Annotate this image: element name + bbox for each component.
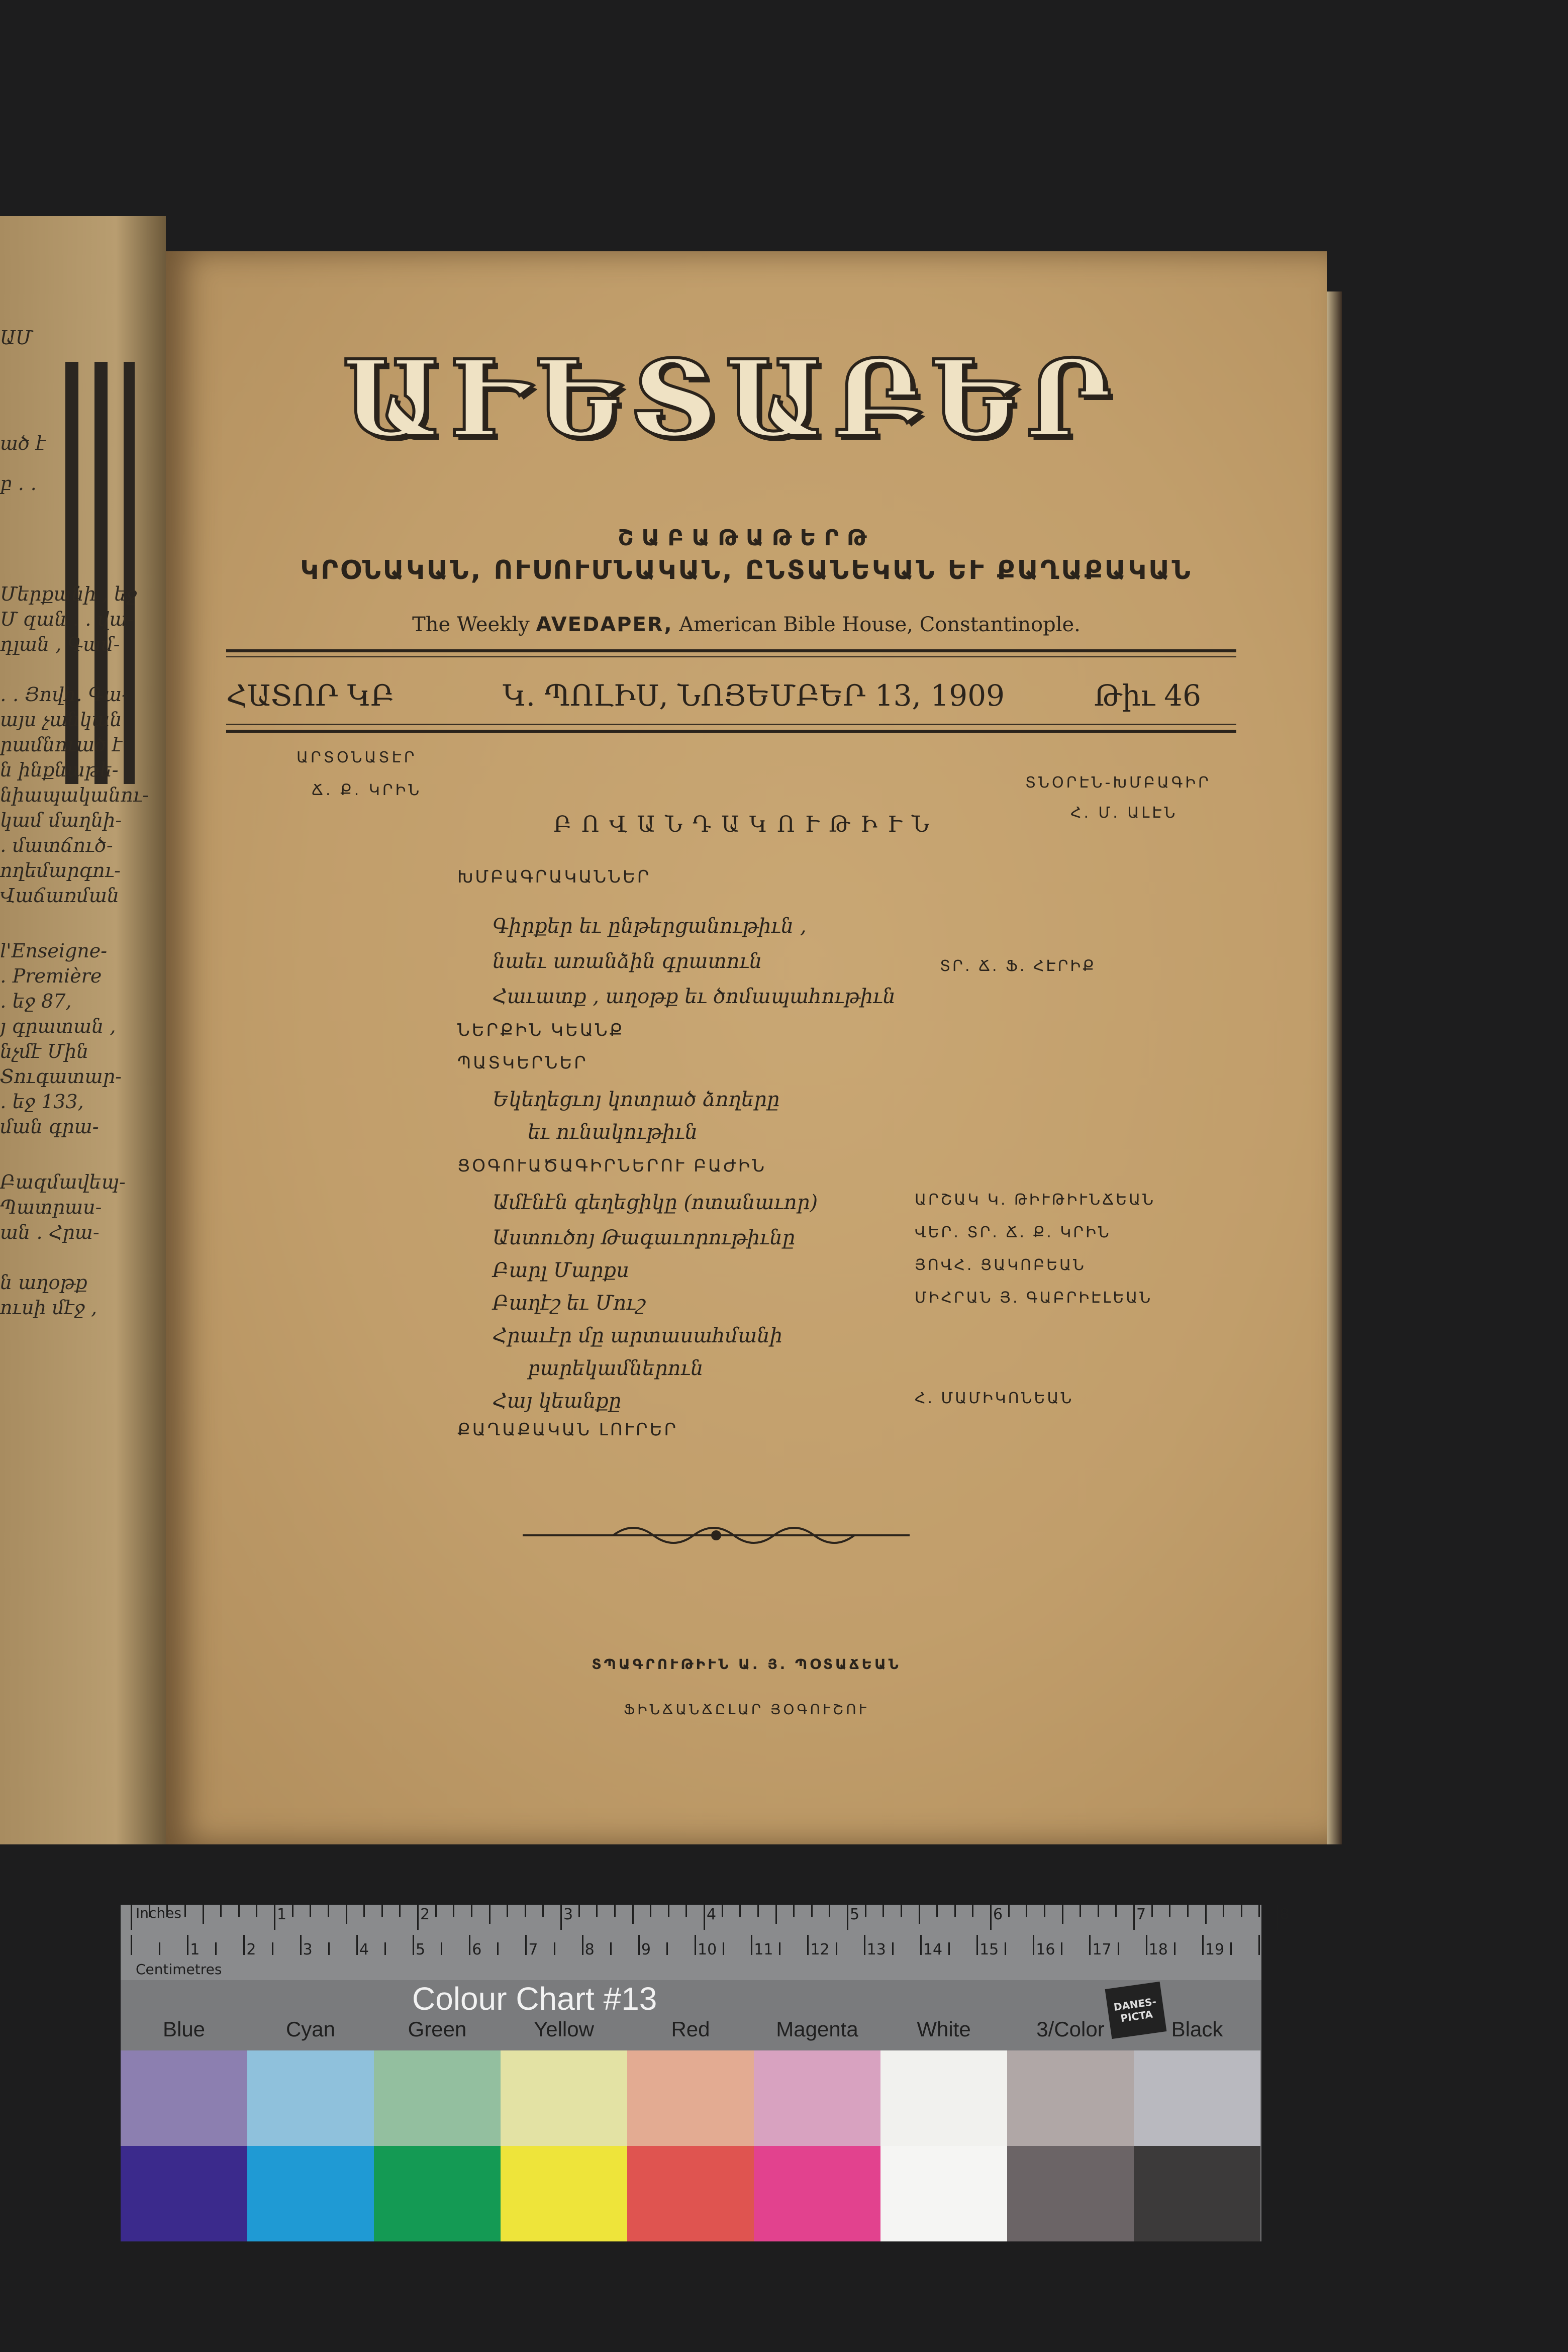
ruler-cm-number: 15 — [979, 1941, 999, 1958]
ruler-inch-tick — [417, 1905, 419, 1930]
volume: ՀԱՏՈՐ ԿԲ — [226, 678, 395, 713]
inches-label: Inches — [136, 1905, 181, 1921]
ruler-cm-tick — [497, 1942, 499, 1955]
left-page-text-line: Պատրաս- — [0, 1196, 102, 1218]
ruler-cm-tick — [1202, 1935, 1204, 1955]
owner-label: ԱՐՏՕՆԱՏԷՐ — [297, 749, 417, 766]
ruler-inch-tick — [811, 1905, 813, 1917]
toc-section-heading: ՆԵՐՔԻՆ ԿԵԱՆՔ — [457, 1020, 625, 1040]
left-page-text-line: Մերքանի , եջ — [0, 583, 137, 605]
place-date: Կ. ՊՈԼԻՍ, ՆՈՅԵՄԲԵՐ 13, 1909 — [503, 678, 1005, 713]
ruler-cm-tick — [723, 1942, 724, 1955]
toc-section-heading: ՑՕԳՈՒԱԾԱԳԻՐՆԵՐՈՒ ԲԱԺԻՆ — [457, 1156, 767, 1176]
left-page-text-line: l'Enseigne- — [0, 940, 108, 962]
ruler-inch-tick — [632, 1905, 634, 1924]
swatch-dark — [880, 2146, 1007, 2241]
ruler-cm-tick — [976, 1935, 978, 1955]
ruler-inch-tick — [435, 1905, 437, 1917]
left-page-text-line: դլան , Գամ- — [0, 633, 120, 655]
ruler-cm-number: 9 — [641, 1941, 651, 1958]
toc-entry: եւ ունակութիւն — [528, 1121, 698, 1144]
swatch-label: White — [917, 2017, 971, 2041]
ruler-cm-number: 14 — [923, 1941, 943, 1958]
ruler-cm-tick — [272, 1942, 273, 1955]
left-page-text-line: բ ․ ․ — [0, 472, 37, 495]
ruler-inch-tick — [1062, 1905, 1063, 1924]
ruler-cm-number: 13 — [866, 1941, 886, 1958]
ruler-cm-tick — [836, 1942, 837, 1955]
toc-entry: Հրաւէր մը արտասահմանի — [493, 1324, 783, 1347]
masthead — [241, 337, 1221, 487]
left-page-text-line: յ գրատան , — [0, 1015, 116, 1037]
ruler-cm-number: 6 — [472, 1941, 482, 1958]
swatch-light — [754, 2050, 880, 2146]
ruler-cm-number: 7 — [528, 1941, 538, 1958]
ruler-inch-tick — [578, 1905, 580, 1917]
swatch-light — [1007, 2050, 1134, 2146]
swatch-dark — [1007, 2146, 1134, 2241]
left-page-text-line: նչմէ Մին — [0, 1040, 89, 1062]
rule-bottom-thin — [226, 724, 1236, 725]
ruler-cm-tick — [864, 1935, 865, 1955]
left-page-text-line: Վաճառման — [0, 885, 120, 907]
ruler-inch-tick — [1008, 1905, 1010, 1917]
toc-section-heading: ՊԱՏԿԵՐՆԵՐ — [457, 1053, 588, 1073]
ruler-cm-number: 5 — [416, 1941, 426, 1958]
ruler-inch-number: 1 — [277, 1906, 287, 1923]
swatch-light — [1134, 2050, 1260, 2146]
toc-author: ՏՐ. Ճ. Ֆ. ՀԷՐԻՔ — [940, 957, 1096, 975]
ruler-inch-tick — [328, 1905, 329, 1917]
ruler-inch-number: 5 — [850, 1906, 860, 1923]
ruler-inch-number: 6 — [993, 1906, 1003, 1923]
ruler-inch-tick — [453, 1905, 454, 1917]
ruler-inch-tick — [1223, 1905, 1224, 1917]
ruler-cm-tick — [695, 1935, 696, 1955]
rule-top — [226, 649, 1236, 652]
left-page-text-line: ․ մատճուծ- — [0, 834, 113, 856]
swatch-light — [374, 2050, 501, 2146]
ruler-cm-tick — [131, 1935, 132, 1955]
toc-entry: Աստուծոյ Թագաւորութիւնը — [493, 1226, 796, 1249]
left-page-text-line: ան ․ Հրա- — [0, 1221, 100, 1243]
ruler-cm-number: 12 — [810, 1941, 830, 1958]
swatch-label: Yellow — [534, 2017, 594, 2041]
owner-name: Ճ. Ք. ԿՐԻՆ — [312, 781, 422, 799]
ruler-cm-tick — [807, 1935, 809, 1955]
printer-address: ՖԻՆՃԱՆՃԸԼԱՐ ՅՕԳՈՒՇՈՒ — [624, 1701, 869, 1718]
toc-entry: Ամէնէն գեղեցիկը (ոտանաւոր) — [493, 1191, 818, 1214]
ruler-inch-tick — [990, 1905, 992, 1930]
ruler-inch-tick — [471, 1905, 472, 1917]
ruler-cm-tick — [610, 1942, 612, 1955]
ruler-inch-tick — [220, 1905, 222, 1917]
ruler-inch-number: 3 — [563, 1906, 573, 1923]
ruler-inch-tick — [381, 1905, 383, 1917]
ruler-inch-tick — [274, 1905, 275, 1930]
swatch-label: Cyan — [285, 2017, 336, 2041]
ruler-inch-tick — [1133, 1905, 1135, 1930]
ruler-cm-number: 18 — [1148, 1941, 1168, 1958]
toc-entry: Գիրքեր եւ ընթերցանութիւն , — [493, 915, 807, 938]
editor-label: ՏՆՕՐԷՆ-ԽՄԲԱԳԻՐ — [1025, 774, 1211, 792]
ruler-cm-tick — [243, 1935, 245, 1955]
ruler-inch-number: 7 — [1136, 1906, 1146, 1923]
toc-entry: Հայ կեանքը — [493, 1390, 622, 1413]
ruler-inch-tick — [525, 1905, 526, 1917]
ruler-cm-tick — [300, 1935, 302, 1955]
swatch-dark — [501, 2146, 627, 2241]
toc-entry: նաեւ առանձին գրատուն — [493, 950, 762, 973]
ruler-cm-tick — [582, 1935, 583, 1955]
ruler-inch-tick — [131, 1905, 132, 1930]
ruler-inch-tick — [739, 1905, 741, 1917]
ruler-cm-number: 3 — [303, 1941, 313, 1958]
swatch-light — [627, 2050, 754, 2146]
ruler-inch-tick — [757, 1905, 759, 1917]
ruler-inch-tick — [542, 1905, 544, 1917]
ruler-cm-number: 1 — [190, 1941, 200, 1958]
swatch-label: 3/Color — [1036, 2017, 1105, 2041]
ruler-inch-tick — [1169, 1905, 1170, 1917]
swatch-light — [501, 2050, 627, 2146]
ruler-inch-tick — [292, 1905, 293, 1917]
danes-picta-logo: DANES-PICTA — [1105, 1982, 1167, 2039]
rule-bottom — [226, 730, 1236, 733]
ornamental-divider — [523, 1523, 910, 1548]
toc-entry: բարեկամներուն — [528, 1357, 704, 1380]
ruler-cm-tick — [159, 1942, 160, 1955]
ruler-cm-tick — [779, 1942, 780, 1955]
swatch-light — [247, 2050, 374, 2146]
ruler-cm-number: 19 — [1205, 1941, 1225, 1958]
toc-author: ՅՈՎՀ. ՑԱԿՈԲԵԱՆ — [915, 1256, 1086, 1274]
toc-entry: Բարլ Մարքս — [493, 1259, 629, 1282]
ruler-inch-tick — [954, 1905, 956, 1917]
ruler-inch-tick — [1277, 1905, 1278, 1930]
toc-author: ՎԵՐ. ՏՐ. Ճ. Ք. ԿՐԻՆ — [915, 1224, 1111, 1241]
ruler-cm-tick — [328, 1942, 330, 1955]
left-page-text-line: ․ Première — [0, 965, 102, 987]
ruler-cm-tick — [1230, 1942, 1232, 1955]
swatch-dark — [121, 2146, 247, 2241]
toc-entry: Հաւատք , աղօթք եւ ծոմապահութիւն — [493, 985, 896, 1008]
ruler-cm-tick — [1118, 1942, 1119, 1955]
ruler-inch-tick — [1044, 1905, 1045, 1917]
left-page-text-line: ն ինքնաթե- — [0, 759, 119, 781]
left-page-text-line: ողեմարգու- — [0, 859, 121, 881]
left-page-text-line: ն աղօթք — [0, 1271, 87, 1294]
toc-author: Հ. ՄԱՄԻԿՈՆԵԱՆ — [915, 1390, 1074, 1407]
ruler-inch-tick — [346, 1905, 347, 1924]
ruler-inch-number: 2 — [420, 1906, 430, 1923]
ruler-cm-tick — [356, 1935, 358, 1955]
newspaper-front-page — [166, 251, 1327, 1844]
left-page-text-line: ․ եջ 133, — [0, 1091, 84, 1113]
swatch-dark — [374, 2146, 501, 2241]
ruler — [121, 1905, 1290, 1980]
ruler-inch-tick — [399, 1905, 401, 1917]
toc-entry: Բաղէշ եւ Մուշ — [493, 1292, 646, 1315]
swatch-dark — [1134, 2146, 1260, 2241]
ruler-cm-tick — [1005, 1942, 1006, 1955]
left-page-text-line: Տուգատար- — [0, 1065, 122, 1088]
toc-author: ՄԻՀՐԱՆ Յ. ԳԱԲՐԻԷԼԵԱՆ — [915, 1289, 1153, 1307]
left-page-text-line: րամնուած է — [0, 734, 123, 756]
left-page-text-line: Բազմավեպ- — [0, 1171, 126, 1193]
ruler-inch-tick — [901, 1905, 902, 1917]
ruler-cm-number: 2 — [246, 1941, 256, 1958]
ruler-inch-tick — [256, 1905, 257, 1917]
ruler-cm-number: 8 — [584, 1941, 595, 1958]
swatch-light — [880, 2050, 1007, 2146]
english-line-suffix: American Bible House, Constantinople. — [679, 613, 1081, 636]
ruler-inch-tick — [793, 1905, 795, 1917]
ruler-inch-tick — [704, 1905, 705, 1930]
left-page-text-line: Մ զան ․ . վա- — [0, 608, 134, 630]
ruler-inch-tick — [865, 1905, 866, 1917]
ruler-cm-tick — [1146, 1935, 1147, 1955]
ruler-inch-tick — [685, 1905, 687, 1917]
ruler-inch-number: 8 — [1280, 1906, 1290, 1923]
ruler-cm-number: 17 — [1092, 1941, 1112, 1958]
ruler-cm-number: 11 — [754, 1941, 773, 1958]
swatch-label: Black — [1171, 2017, 1223, 2041]
left-page-text-line: նիապականու- — [0, 784, 149, 806]
ruler-cm-tick — [1089, 1935, 1091, 1955]
ruler-inch-tick — [489, 1905, 491, 1924]
ruler-inch-tick — [203, 1905, 204, 1924]
ruler-inch-tick — [1115, 1905, 1117, 1917]
ruler-cm-tick — [920, 1935, 922, 1955]
ruler-inch-number: 4 — [707, 1906, 717, 1923]
ruler-cm-tick — [1033, 1935, 1034, 1955]
printer-line: ՏՊԱԳՐՈՒԹԻՒՆ Ա. Յ. ՊՕՏԱՃԵԱՆ — [592, 1656, 901, 1673]
ruler-inch-tick — [560, 1905, 562, 1930]
dateline — [226, 678, 1236, 724]
colour-chart-title: Colour Chart #13 — [412, 1981, 657, 2017]
editor-name: Հ. Մ. ԱԼԷՆ — [1070, 804, 1178, 822]
ruler-cm-tick — [638, 1935, 640, 1955]
ruler-cm-number: 16 — [1036, 1941, 1055, 1958]
ruler-cm-tick — [751, 1935, 752, 1955]
ruler-cm-tick — [554, 1942, 555, 1955]
ruler-cm-tick — [666, 1942, 668, 1955]
toc-section-heading: ՔԱՂԱՔԱԿԱՆ ԼՈՒՐԵՐ — [457, 1420, 678, 1440]
rule-top-thin — [226, 656, 1236, 657]
ruler-inch-tick — [1026, 1905, 1027, 1917]
ruler-inch-tick — [919, 1905, 920, 1924]
ruler-inch-tick — [238, 1905, 240, 1917]
ruler-inch-tick — [829, 1905, 830, 1917]
swatch-label: Blue — [162, 2017, 206, 2041]
ruler-cm-tick — [441, 1942, 442, 1955]
ruler-cm-number: 4 — [359, 1941, 369, 1958]
english-line — [166, 613, 1327, 636]
swatch-dark — [754, 2146, 880, 2241]
ruler-inch-tick — [650, 1905, 651, 1917]
left-page-text-line: ․ եջ 87, — [0, 990, 72, 1012]
ruler-inch-tick — [775, 1905, 777, 1924]
ruler-cm-tick — [215, 1942, 217, 1955]
toc-author: ԱՐՇԱԿ Կ. ԹԻՒԹԻՒՆՃԵԱՆ — [915, 1191, 1155, 1209]
ruler-cm-number: 10 — [698, 1941, 717, 1958]
left-page-text-line: ԱՄ — [0, 327, 33, 349]
ruler-inch-tick — [1241, 1905, 1242, 1917]
english-line-name: AVEDAPER, — [536, 613, 673, 636]
ruler-inch-tick — [1205, 1905, 1207, 1924]
left-page-text-line: ուսի մէջ , — [0, 1297, 97, 1319]
left-page-text-line: այս չանկան — [0, 709, 122, 731]
ruler-inch-tick — [668, 1905, 669, 1917]
left-page-text-line: ման գրա- — [0, 1116, 99, 1138]
left-facing-page — [0, 216, 166, 1844]
issue-number: Թիւ 46 — [1094, 678, 1201, 713]
ruler-cm-tick — [384, 1942, 386, 1955]
ruler-inch-tick — [596, 1905, 598, 1917]
toc-entry: Եկեղեցւոյ կոտրած ձողերը — [493, 1088, 780, 1111]
toc-title: ԲՈՎԱՆԴԱԿՈՒԹԻՒՆ — [553, 812, 939, 837]
swatch-label: Red — [671, 2017, 710, 2041]
toc-section-heading: ԽՄԲԱԳՐԱԿԱՆՆԵՐ — [457, 867, 651, 887]
swatch-dark — [627, 2146, 754, 2241]
centimetres-label: Centimetres — [136, 1961, 222, 1978]
ruler-cm-tick — [1061, 1942, 1062, 1955]
ruler-inch-tick — [614, 1905, 616, 1917]
ruler-inch-tick — [883, 1905, 884, 1917]
masthead-subtitle: ՇԱԲԱԹԱԹԵՐԹ — [618, 525, 875, 551]
ruler-inch-tick — [722, 1905, 723, 1917]
ruler-cm-tick — [469, 1935, 470, 1955]
masthead-title: ԱՒԵՏԱԲԵՐ — [342, 337, 1120, 461]
ruler-cm-tick — [1258, 1935, 1260, 1955]
ruler-inch-tick — [1187, 1905, 1189, 1917]
left-page-text-line: ած է — [0, 432, 46, 454]
swatch-label: Green — [408, 2017, 467, 2041]
ruler-inch-tick — [1080, 1905, 1081, 1917]
ruler-cm-tick — [525, 1935, 527, 1955]
swatch-light — [121, 2050, 247, 2146]
colour-chart — [121, 1905, 1290, 2241]
ruler-cm-tick — [1174, 1942, 1175, 1955]
english-line-prefix: The Weekly — [412, 613, 530, 636]
ruler-inch-tick — [972, 1905, 973, 1917]
left-page-text-line: ․ ․ Յովհ. Գա- — [0, 683, 129, 706]
ruler-inch-tick — [1258, 1905, 1260, 1917]
ruler-inch-tick — [847, 1905, 848, 1930]
ruler-inch-tick — [936, 1905, 938, 1917]
ruler-inch-tick — [1151, 1905, 1153, 1917]
swatch-label: Magenta — [776, 2017, 858, 2041]
masthead-tagline: ԿՐՕՆԱԿԱՆ, ՈՒՍՈՒՄՆԱԿԱՆ, ԸՆՏԱՆԵԿԱՆ ԵՒ ՔԱՂԱՔԱԿԱՆ — [300, 555, 1193, 585]
ruler-inch-tick — [184, 1905, 186, 1917]
ruler-cm-tick — [892, 1942, 894, 1955]
swatch-dark — [247, 2146, 374, 2241]
ruler-inch-tick — [310, 1905, 311, 1917]
ruler-cm-tick — [948, 1942, 950, 1955]
ruler-inch-tick — [507, 1905, 508, 1917]
left-page-text-line: կամ մաղնի- — [0, 809, 122, 831]
ruler-cm-tick — [187, 1935, 188, 1955]
ruler-inch-tick — [363, 1905, 365, 1917]
ruler-inch-tick — [1098, 1905, 1099, 1917]
ruler-cm-tick — [413, 1935, 414, 1955]
